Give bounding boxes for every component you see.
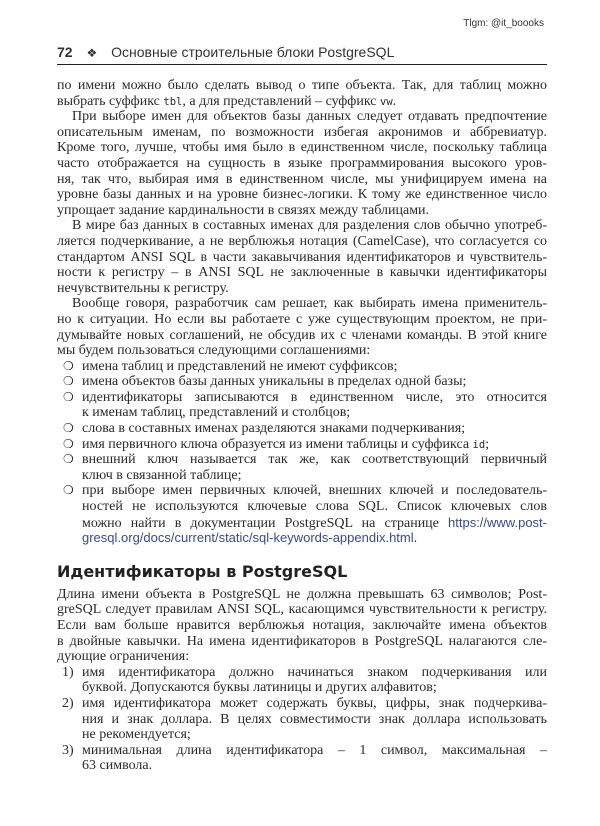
text-segment: можно найти в документации PostgreSQL на странице — [82, 515, 449, 531]
text-line: Вообще говоря, разработчик сам решает, как выбирать имена применитель- — [72, 296, 547, 312]
text-segment: . — [413, 531, 418, 547]
ornament-icon: ❖ — [86, 46, 98, 60]
text-segment: , а для представлений – суффикс — [182, 93, 381, 109]
bullet-circle-icon: ❍ — [63, 358, 74, 373]
watermark: Tlgm: @it_boooks — [463, 18, 544, 29]
text-line: в двойные кавычки. На имена идентификаторов в PostgreSQL налагаются сле- — [57, 633, 547, 649]
text-line: описательным именам, по возможности избегая акронимов и аббревиатур. — [57, 124, 547, 140]
inline-code: vw — [380, 95, 393, 108]
text-line: но к ситуации. Но если вы работаете с уже существующим проектом, не при- — [57, 311, 547, 327]
item-number: 1) — [62, 664, 74, 680]
numbered-item — [57, 696, 547, 743]
text-segment: имя первичного ключа образуется из имени таблицы и суффикса — [82, 436, 473, 452]
text-line: минимальная длина идентификатора – 1 символ, максимальная – — [82, 742, 547, 758]
text-line — [82, 530, 547, 546]
text-line: не рекомендуется; — [82, 727, 191, 743]
text-line: уровне базы данных и на уровне бизнес-логики. К тому же единственное число — [57, 187, 547, 203]
text-line — [82, 515, 547, 531]
paragraph — [57, 587, 547, 665]
paragraph — [57, 296, 547, 358]
text-line: Если вам больше нравится верблюжья нотация, заключайте имена объектов — [57, 618, 547, 633]
text-line: ности к регистру – в ANSI SQL не заключенные в кавычки идентификаторы — [57, 265, 547, 281]
text-line: мы будем пользоваться следующими соглашениями: — [57, 343, 371, 359]
page-number: 72 — [57, 44, 73, 60]
bullet-item — [57, 437, 547, 453]
text-line: к именам таблиц, представлений и столбцов; — [82, 405, 351, 421]
text-line: В мире баз данных в составных именах для разделения слов обычно употреб- — [72, 218, 547, 234]
text-line: слова в составных именах разделяются знаками подчеркивания; — [82, 421, 466, 437]
text-segment: выбрать суффикс — [57, 93, 164, 109]
text-line: буквой. Допускаются буквы латиницы и других алфавитов; — [82, 680, 437, 696]
item-number: 3) — [62, 742, 74, 758]
text-segment: . — [392, 93, 397, 109]
numbered-item — [57, 665, 547, 696]
text-line: ня, так что, выбирая имя в единственном числе, мы унифицируем имена на — [57, 171, 547, 187]
text-line: имя идентификатора должно начинаться знаком подчеркивания или — [82, 664, 547, 680]
text-line: Длина имени объекта в PostgreSQL не должна превышать 63 символов; Post- — [57, 586, 547, 602]
text-line: внешний ключ называется так же, как соответствующий первичный — [82, 452, 547, 468]
text-line — [82, 437, 547, 453]
chapter-title: Основные строительные блоки PostgreSQL — [111, 44, 395, 60]
running-header — [57, 44, 547, 65]
bullet-circle-icon: ❍ — [63, 421, 74, 436]
text-line: по имени можно было сделать вывод о типе объекта. Так, для таблиц можно — [57, 78, 547, 93]
bullet-item — [57, 390, 547, 421]
section-conventions — [57, 78, 547, 546]
text-line: greSQL следует правилам ANSI SQL, касающимся чувствительности к регистру. — [57, 602, 547, 618]
text-line: имена таблиц и представлений не имеют суффиксов; — [82, 358, 398, 374]
text-line: стандартом ANSI SQL в части закавычивания идентификаторов и чувствитель- — [57, 249, 547, 265]
text-segment: ; — [485, 436, 490, 452]
section-heading: Идентификаторы в PostgreSQL — [57, 561, 348, 581]
bullet-circle-icon: ❍ — [63, 374, 74, 389]
keywords-link[interactable]: gresql.org/docs/current/static/sql-keywords-appendix.html — [82, 530, 414, 546]
bullet-item — [57, 359, 547, 375]
text-line: Кроме того, лучше, чтобы имя было в единственном числе, поскольку таблица — [57, 140, 547, 156]
inline-code: id — [472, 438, 486, 451]
text-line: ключ в связанной таблице; — [82, 467, 242, 483]
text-line: при выборе имен первичных ключей, внешних ключей и последователь- — [82, 483, 547, 499]
bullet-item — [57, 483, 547, 545]
bullet-item — [57, 374, 547, 390]
text-line: упрощает задание кардинальности в связях между таблицами. — [57, 202, 430, 218]
paragraph — [57, 109, 547, 218]
item-number: 2) — [62, 695, 74, 711]
bullet-circle-icon: ❍ — [63, 389, 74, 404]
text-line: имена объектов базы данных уникальны в пределах одной базы; — [82, 374, 467, 390]
bullet-circle-icon: ❍ — [63, 483, 74, 498]
text-line — [57, 94, 547, 110]
text-line: 63 символа. — [82, 758, 153, 774]
bullet-item — [57, 452, 547, 483]
numbered-item — [57, 743, 547, 774]
text-line: часто отображается на сущность в языке программирования высокого уров- — [57, 155, 547, 171]
text-line: ностей не используются ключевые слова SQL. Список ключевых слов — [82, 499, 547, 515]
text-line: дующие ограничения: — [57, 649, 190, 665]
bullet-item — [57, 421, 547, 437]
keywords-link[interactable]: https://www.post- — [448, 514, 547, 530]
inline-code: tbl — [163, 95, 183, 108]
page-body — [57, 78, 547, 774]
section-identifiers — [57, 587, 547, 774]
text-line: имя идентификатора может содержать буквы, цифры, знак подчеркива- — [82, 695, 547, 711]
bullet-circle-icon: ❍ — [63, 452, 74, 467]
text-line: думывайте новых соглашений, не обсудив их с членами команды. В этой книге — [57, 327, 547, 343]
text-line: нечувствительны к регистру. — [57, 280, 229, 296]
text-line: При выборе имен для объектов базы данных следует отдавать предпочтение — [72, 109, 547, 125]
text-line: идентификаторы записываются в единственном числе, это относится — [82, 389, 547, 405]
paragraph — [57, 78, 547, 109]
paragraph — [57, 218, 547, 296]
text-line: ляется подчеркивание, а не верблюжья нотация (CamelCase), что согласуется со — [57, 233, 547, 249]
bullet-circle-icon: ❍ — [63, 436, 74, 451]
text-line: ния и знак доллара. В целях совместимости знак доллара использовать — [82, 711, 547, 727]
